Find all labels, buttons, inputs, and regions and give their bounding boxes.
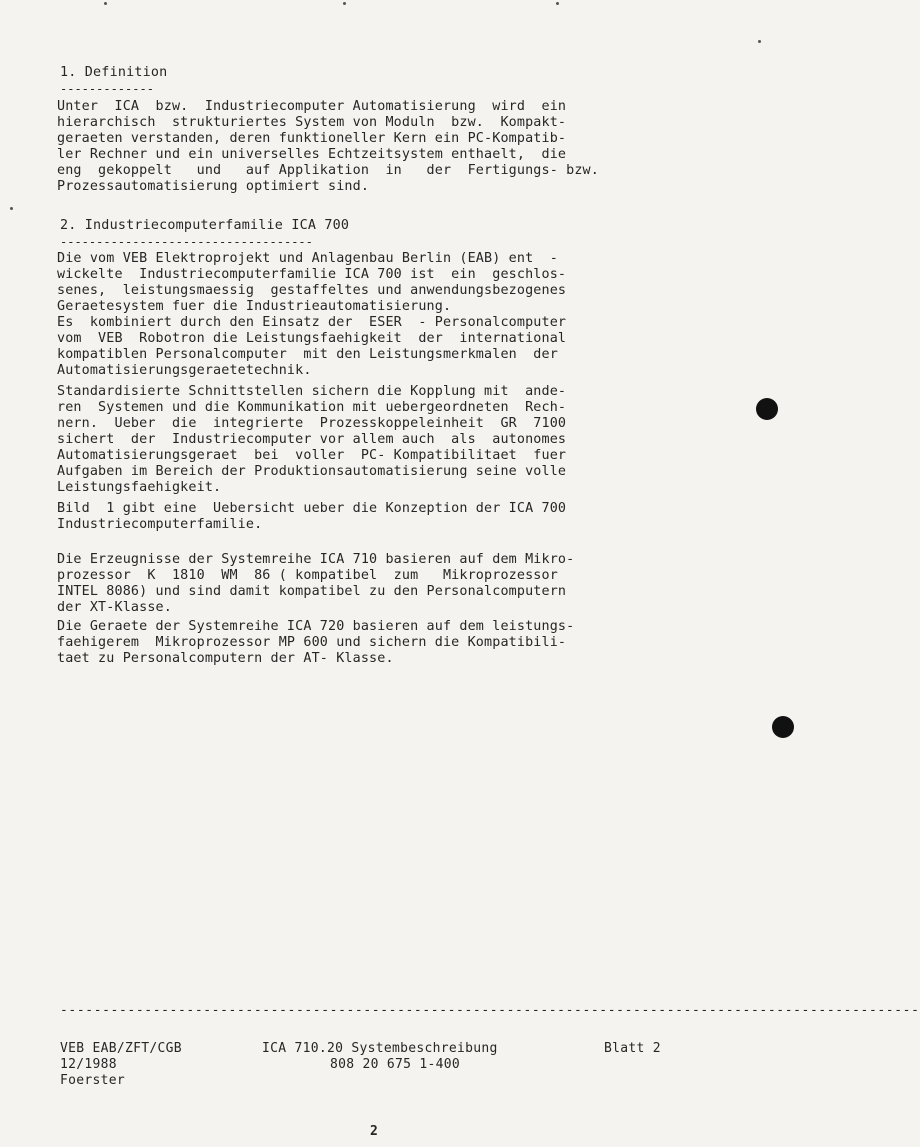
section-2-line: vom VEB Robotron die Leistungsfaehigkeit der international: [57, 331, 567, 346]
section-3-line: INTEL 8086) und sind damit kompatibel zu den Personalcomputern: [57, 584, 567, 599]
section-1-heading: 1. Definition: [60, 65, 168, 80]
section-2-line: nern. Ueber die integrierte Prozesskoppeleinheit GR 7100: [57, 416, 567, 431]
scan-speck: [556, 2, 559, 5]
footer-rule: ------------------------------------------------------------------------------------------------------: [60, 1003, 920, 1018]
section-2-line: wickelte Industriecomputerfamilie ICA 700 ist ein geschlos-: [57, 267, 567, 282]
section-2-line: Bild 1 gibt eine Uebersicht ueber die Konzeption der ICA 700: [57, 501, 567, 516]
scan-speck: [10, 207, 13, 210]
section-3-line: prozessor K 1810 WM 86 ( kompatibel zum Mikroprozessor: [57, 568, 558, 583]
section-2-underline: -----------------------------------: [60, 235, 313, 249]
section-2-line: Leistungsfaehigkeit.: [57, 480, 222, 495]
footer-doc-number: 808 20 675 1-400: [330, 1057, 461, 1072]
section-1-line: hierarchisch strukturiertes System von Moduln bzw. Kompakt-: [57, 115, 567, 130]
punch-hole-bottom: [772, 716, 794, 738]
scan-speck: [343, 2, 346, 5]
section-2-line: senes, leistungsmaessig gestaffeltes und anwendungsbezogenes: [57, 283, 567, 298]
section-2-line: Standardisierte Schnittstellen sichern die Kopplung mit ande-: [57, 384, 567, 399]
scan-speck: [758, 40, 761, 43]
section-3-line: faehigerem Mikroprozessor MP 600 und sichern die Kompatibili-: [57, 635, 567, 650]
section-2-line: Automatisierungsgeraetetechnik.: [57, 363, 312, 378]
footer-org: VEB EAB/ZFT/CGB: [60, 1041, 182, 1056]
section-3-line: taet zu Personalcomputern der AT- Klasse.: [57, 651, 394, 666]
section-1-line: eng gekoppelt und auf Applikation in der Fertigungs- bzw.: [57, 163, 599, 178]
punch-hole-top: [756, 398, 778, 420]
footer-doc-title: ICA 710.20 Systembeschreibung: [262, 1041, 498, 1056]
footer-author: Foerster: [60, 1073, 126, 1088]
section-2-heading: 2. Industriecomputerfamilie ICA 700: [60, 218, 350, 233]
section-2-line: Geraetesystem fuer die Industrieautomatisierung.: [57, 299, 452, 314]
section-1-line: ler Rechner und ein universelles Echtzeitsystem enthaelt, die: [57, 147, 567, 162]
scan-speck: [104, 2, 107, 5]
section-2-line: ren Systemen und die Kommunikation mit uebergeordneten Rech-: [57, 400, 567, 415]
page-number: 2: [370, 1124, 378, 1139]
footer-sheet: Blatt 2: [604, 1041, 661, 1056]
section-3-line: Die Erzeugnisse der Systemreihe ICA 710 basieren auf dem Mikro-: [57, 552, 575, 567]
section-2-line: Automatisierungsgeraet bei voller PC- Kompatibilitaet fuer: [57, 448, 567, 463]
section-2-line: Die vom VEB Elektroprojekt und Anlagenbau Berlin (EAB) ent -: [57, 251, 558, 266]
section-1-line: Prozessautomatisierung optimiert sind.: [57, 179, 370, 194]
section-1-line: geraeten verstanden, deren funktioneller Kern ein PC-Kompatib-: [57, 131, 567, 146]
footer-date: 12/1988: [60, 1057, 117, 1072]
section-1-underline: -------------: [60, 82, 154, 96]
section-2-line: kompatiblen Personalcomputer mit den Leistungsmerkmalen der: [57, 347, 558, 362]
section-2-line: sichert der Industriecomputer vor allem auch als autonomes: [57, 432, 567, 447]
section-2-line: Es kombiniert durch den Einsatz der ESER - Personalcomputer: [57, 315, 567, 330]
section-1-line: Unter ICA bzw. Industriecomputer Automatisierung wird ein: [57, 99, 567, 114]
section-2-line: Industriecomputerfamilie.: [57, 517, 263, 532]
section-3-line: der XT-Klasse.: [57, 600, 172, 615]
section-2-line: Aufgaben im Bereich der Produktionsautomatisierung seine volle: [57, 464, 567, 479]
section-3-line: Die Geraete der Systemreihe ICA 720 basieren auf dem leistungs-: [57, 619, 575, 634]
